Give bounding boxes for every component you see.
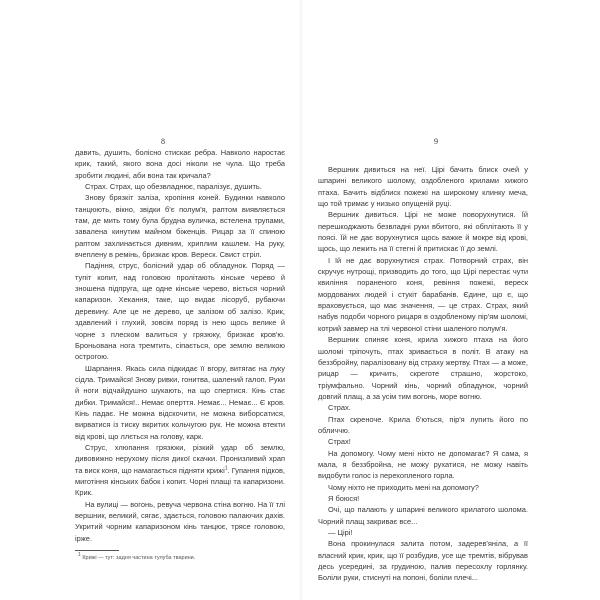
paragraph-text: Струс, хлюпання грязюки, різкий удар об землю, дивовижно нерухому після дикої скачки. Пронизливий храп та виск коня, що намагається підняти крижі (75, 442, 285, 475)
footnote-mark: 1 (78, 552, 81, 559)
paragraph: Вершник дивиться на неї. Цірі бачить блиск очей у шпарині великого шолому, оздобленого крилами хижого птаха. Бачить відблиск пожежі на широкому клинку меча, що той тримає у низько опущеній руці. (318, 165, 528, 209)
paragraph-text: . Гупання підков, миготіння кінських бабок і копит. Чорні плащі та капаризони. Крик. (75, 465, 285, 498)
paragraph: Страх! (328, 437, 351, 447)
paragraph: Вершник дивиться. Цірі не може поворухнутися. Їй перешкоджають безвладні руки вбитого, які обплітають її у поясі. Їй не дає ворухнутися щось важке й мокре від крові, щось, що лежить на її стегні й притискає її до землі. (318, 210, 528, 254)
paragraph: Вона прокинулася залита потом, задерев'яніла, а її власний крик, крик, що її розбудив, усе ще тремтів, вібрував десь усередині, за грудиною, палив пересохлу горлянку. Боліли руки, стиснуті на попоні, боліли плечі... (318, 539, 528, 583)
paragraph: І їй не дає ворухнутися страх. Потворний страх, він скручує нутрощі, призводить до того, що Цірі перестає чути квиління пораненого коня, ревіння пожежі, вереск мордованих людей і стукіт барабанів. Єдине, що є, що враховується, що має значення, — це страх. Страх, який набув подоби чорного рицаря в оздобленому пір'ям шоломі, котрий завмер на тлі червоної стіни шаленого полум'я. (318, 255, 528, 333)
paragraph: Птах скреноче. Крила б'ються, пір'я лупить його по обличчю. (318, 414, 528, 435)
footnote-ref[interactable]: 1 (224, 465, 228, 472)
page-number-left: 8 (161, 137, 165, 146)
book-gutter (299, 0, 303, 600)
paragraph: Страх. (328, 403, 351, 413)
paragraph: Очі, що палають у шпарині великого крилатого шолома. Чорний плащ закриває все... (318, 505, 528, 526)
paragraph (75, 442, 285, 499)
paragraph: Я боюся! (328, 493, 360, 503)
paragraph: Чому ніхто не приходить мені на допомогу? (328, 482, 479, 492)
footnote-rule (75, 550, 119, 551)
left-page-text (75, 147, 285, 562)
paragraph: Страх. Страх, що обезвладнює, паралізує, душить. (85, 182, 262, 192)
footnote (75, 554, 285, 562)
paragraph: Вершник спиняє коня, крила хижого птаха на його шоломі тріпочуть, птах зривається в політ. В атаку на беззбройну, паралізовану від страху жертву. Птах — а може, рицар — кричить, скреготе страшно, жорстоко, тріумфально. Чорний кінь, чорний обладунок, чорний довгий плащ, а за усім тим вогонь, море вогню. (318, 335, 528, 401)
paragraph: — Цірі! (328, 528, 353, 537)
paragraph: Шарпання. Якась сила підкидає її вгору, витягає на луку сідла. Тримайся! Знову ривки, гонитва, шалений галоп. Руки й ноги відчайдушно шукають, на що спертися. Кінь стає дибки. Тримайся!.. Немає оперття. Немає... Немає... Є кров. Кінь падає. Не можна відскочити, не можна виборсатися, вирватися із тиску вкритих кольчугою рук. Не можна втекти від крові, що ллється на голову, карк. (75, 363, 285, 441)
paragraph: Падіння, струс, болісний удар об обладунок. Поряд — тупіт копит, над головою пролітають кінське черево й зношена підпруга, ще одне кінське черево, віється чорний капаризон. Хекання, таке, що видає лісоруб, рубаючи деревину. Але це не дерево, це залізом об залізо. Крик, здавлений і глухий, зовсім поряд із нею щось велике й чорне з плеском валиться у грязюку, бризкає кров'ю. Броньована нога тремтить, сіпається, оре землю великою острогою. (75, 261, 285, 362)
footnote-text: Крижі — тут: задня частина тулуба тварини. (82, 555, 196, 562)
page-number-right: 9 (434, 137, 438, 146)
paragraph: Знову брязкіт заліза, хропіння коней. Будинки навколо танцюють, вікно, звідки б'є полум'я, раптом виявляється там, де мить тому була брудна вуличка, встелена трупами, завалена кинутим майном біженців. Рицар за її спиною раптом захлинається дивним, хриплим кашлем. На руку, вчеплену в ремінь, бризкає кров. Вереск. Свист стріл. (75, 193, 285, 260)
right-page-text (318, 164, 528, 584)
paragraph: давить, душить, болісно стискає ребра. Навколо наростає крик, такий, якого вона досі ніколи не чула. Що треба зробити людині, аби вона так кричала? (75, 148, 285, 180)
paragraph: На допомогу. Чому мені ніхто не допомагає? Я сама, я мала, я беззбройна, не можу рухатися, не можу навіть видобути голос із перехопленого горла. (318, 448, 528, 481)
paragraph: На вулиці — вогонь, ревуча червона стіна вогню. На її тлі вершник, великий, сягає, здається, головою палаючих дахів. Укритий чорним капаризоном кінь танцює, трясе головою, ірже. (75, 499, 285, 543)
